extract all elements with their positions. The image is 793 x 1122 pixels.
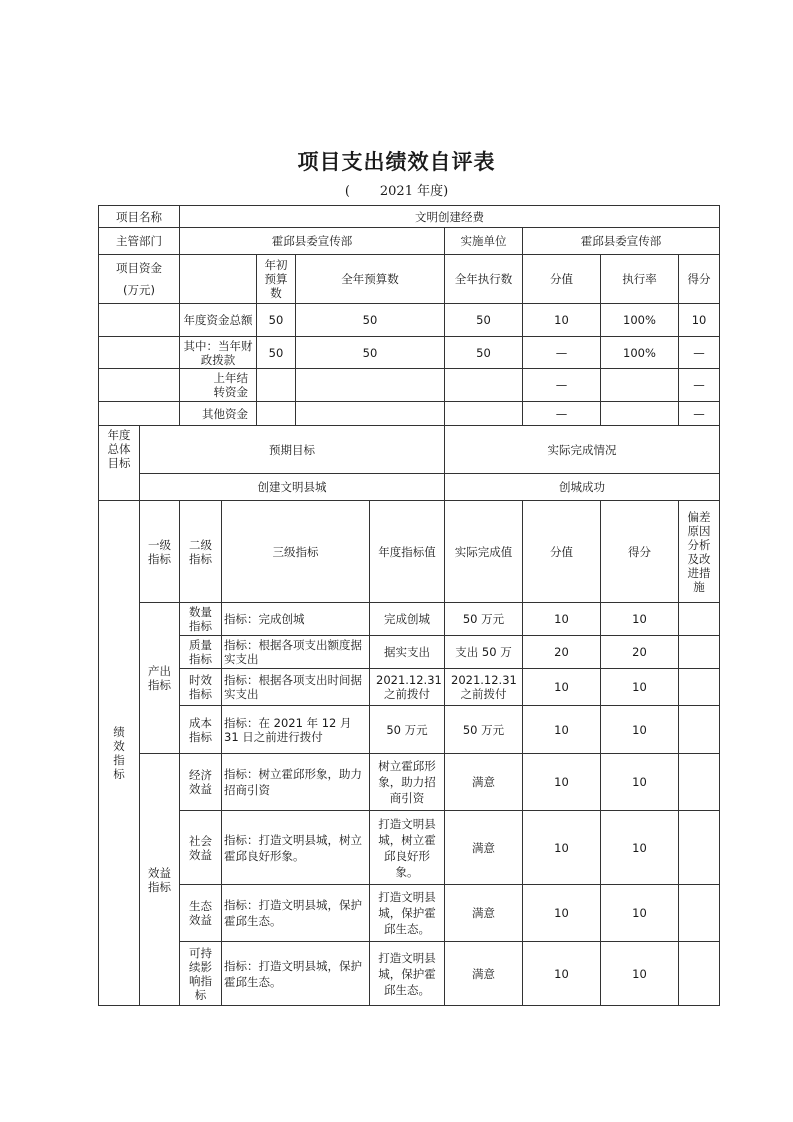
row-funds-header: [99, 255, 720, 304]
indicator-deviation: [679, 636, 720, 669]
indicator-score: 10: [601, 706, 679, 754]
indicator-actual: 满意: [445, 942, 523, 1006]
indicator-actual: 满意: [445, 885, 523, 942]
funds-row-rate: 100%: [601, 304, 679, 337]
indicator-level2: 经济效益: [180, 754, 222, 811]
funds-row-annual: 50: [296, 337, 445, 369]
goals-expected-header: 预期目标: [140, 426, 445, 474]
indicator-level3: 指标：打造文明县城，保护霍邱生态。: [222, 942, 370, 1006]
indicator-score: 10: [601, 942, 679, 1006]
funds-row-annual: [296, 369, 445, 402]
indicator-section-label: 绩效指标: [99, 501, 140, 1006]
indicator-score: 10: [601, 669, 679, 706]
indicator-actual: 2021.12.31之前拨付: [445, 669, 523, 706]
unit-value: 霍邱县委宣传部: [523, 228, 720, 255]
indicator-row: [99, 942, 720, 1006]
funds-row-score-value: —: [523, 369, 601, 402]
funds-row-annual: [296, 402, 445, 426]
indicator-level3: 指标：树立霍邱形象，助力招商引资: [222, 754, 370, 811]
indicator-deviation: [679, 754, 720, 811]
indicator-value: 10: [523, 669, 601, 706]
funds-row-score-value: —: [523, 402, 601, 426]
row-project-name: [99, 206, 720, 228]
funds-row-score: —: [679, 402, 720, 426]
indicator-value: 10: [523, 706, 601, 754]
indicator-target: 50 万元: [370, 706, 445, 754]
indicator-h-score: 得分: [601, 501, 679, 603]
funds-row-label: 年度资金总额: [180, 304, 257, 337]
funds-row-label: 其他资金: [180, 402, 257, 426]
indicator-target: 完成创城: [370, 603, 445, 636]
indicator-value: 10: [523, 754, 601, 811]
funds-row: [99, 369, 720, 402]
document-title: 项目支出绩效自评表: [297, 149, 496, 174]
indicator-deviation: [679, 811, 720, 885]
funds-row-initial: 50: [257, 337, 296, 369]
indicator-target: 打造文明县城，保护霍邱生态。: [370, 942, 445, 1006]
indicator-target: 据实支出: [370, 636, 445, 669]
benefit-indicator-label: 效益指标: [140, 754, 180, 1006]
indicator-row: [99, 706, 720, 754]
goals-label: 年度总体目标: [99, 426, 140, 501]
year-label: 2021 年度): [379, 184, 449, 199]
year-subtitle: [0, 180, 793, 199]
indicator-level2: 社会效益: [180, 811, 222, 885]
goals-actual-value: 创城成功: [445, 474, 720, 501]
indicator-target: 打造文明县城，树立霍邱良好形象。: [370, 811, 445, 885]
performance-table: [98, 205, 720, 1006]
funds-row-rate: 100%: [601, 337, 679, 369]
indicator-level3: 指标：根据各项支出时间据实支出: [222, 669, 370, 706]
funds-row-executed: [445, 402, 523, 426]
indicator-level2: 时效指标: [180, 669, 222, 706]
indicator-h-actual: 实际完成值: [445, 501, 523, 603]
indicator-level2: 可持续影响指标: [180, 942, 222, 1006]
col-annual-budget: 全年预算数: [296, 255, 445, 304]
indicator-level3: 指标：打造文明县城，保护霍邱生态。: [222, 885, 370, 942]
col-initial-budget: 年初预算数: [257, 255, 296, 304]
indicator-h-deviation: 偏差原因分析及改进措施: [679, 501, 720, 603]
funds-row-rate: [601, 369, 679, 402]
indicator-actual: 50 万元: [445, 603, 523, 636]
project-name-value: 文明创建经费: [180, 206, 720, 228]
indicator-level2: 成本指标: [180, 706, 222, 754]
funds-label-line2: (万元): [123, 283, 155, 297]
indicator-actual: 50 万元: [445, 706, 523, 754]
indicator-row: [99, 885, 720, 942]
funds-row: [99, 304, 720, 337]
indicator-row: [99, 636, 720, 669]
funds-blank: [180, 255, 257, 304]
funds-row-score: 10: [679, 304, 720, 337]
dept-label: 主管部门: [99, 228, 180, 255]
indicator-deviation: [679, 706, 720, 754]
indicator-value: 20: [523, 636, 601, 669]
indicator-row: [99, 603, 720, 636]
indicator-value: 10: [523, 603, 601, 636]
output-indicator-label: 产出指标: [140, 603, 180, 754]
funds-row-initial: [257, 402, 296, 426]
dept-value: 霍邱县委宣传部: [180, 228, 445, 255]
indicator-deviation: [679, 603, 720, 636]
indicator-level2: 生态效益: [180, 885, 222, 942]
indicator-row: [99, 754, 720, 811]
row-indicator-header: [99, 501, 720, 603]
funds-row-initial: 50: [257, 304, 296, 337]
indicator-target: 2021.12.31之前拨付: [370, 669, 445, 706]
indicator-h-level2: 二级指标: [180, 501, 222, 603]
funds-row-label: 上年结转资金: [180, 369, 257, 402]
col-executed: 全年执行数: [445, 255, 523, 304]
funds-row-executed: 50: [445, 337, 523, 369]
col-score-value: 分值: [523, 255, 601, 304]
indicator-actual: 满意: [445, 754, 523, 811]
col-score: 得分: [679, 255, 720, 304]
funds-row-rate: [601, 402, 679, 426]
indicator-value: 10: [523, 885, 601, 942]
indicator-level3: 指标：在 2021 年 12 月 31 日之前进行拨付: [222, 706, 370, 754]
funds-label-line1: 项目资金: [116, 261, 162, 275]
funds-row: [99, 337, 720, 369]
indicator-deviation: [679, 669, 720, 706]
goals-actual-header: 实际完成情况: [445, 426, 720, 474]
indicator-target: 打造文明县城，保护霍邱生态。: [370, 885, 445, 942]
funds-row-annual: 50: [296, 304, 445, 337]
funds-row-score-value: —: [523, 337, 601, 369]
indicator-level3: 指标：根据各项支出额度据实支出: [222, 636, 370, 669]
row-goals-value: [99, 474, 720, 501]
funds-row: [99, 402, 720, 426]
indicator-level2: 数量指标: [180, 603, 222, 636]
funds-row-label: 其中：当年财政拨款: [180, 337, 257, 369]
indicator-row: [99, 811, 720, 885]
indicator-score: 20: [601, 636, 679, 669]
indicator-level3: 指标：打造文明县城，树立霍邱良好形象。: [222, 811, 370, 885]
funds-row-executed: 50: [445, 304, 523, 337]
indicator-level2: 质量指标: [180, 636, 222, 669]
indicator-score: 10: [601, 754, 679, 811]
funds-row-initial: [257, 369, 296, 402]
funds-row-score-value: 10: [523, 304, 601, 337]
indicator-h-target: 年度指标值: [370, 501, 445, 603]
indicator-score: 10: [601, 603, 679, 636]
goals-expected-value: 创建文明县城: [140, 474, 445, 501]
col-exec-rate: 执行率: [601, 255, 679, 304]
indicator-h-level3: 三级指标: [222, 501, 370, 603]
indicator-value: 10: [523, 811, 601, 885]
funds-label: [99, 255, 180, 304]
indicator-deviation: [679, 885, 720, 942]
indicator-value: 10: [523, 942, 601, 1006]
funds-row-executed: [445, 369, 523, 402]
row-goals-header: [99, 426, 720, 474]
indicator-score: 10: [601, 885, 679, 942]
funds-row-score: —: [679, 369, 720, 402]
indicator-h-score-value: 分值: [523, 501, 601, 603]
indicator-h-level1: 一级指标: [140, 501, 180, 603]
indicator-target: 树立霍邱形象，助力招商引资: [370, 754, 445, 811]
indicator-row: [99, 669, 720, 706]
indicator-actual: 满意: [445, 811, 523, 885]
year-paren: (: [344, 184, 350, 199]
project-name-label: 项目名称: [99, 206, 180, 228]
funds-row-score: —: [679, 337, 720, 369]
indicator-actual: 支出 50 万: [445, 636, 523, 669]
indicator-deviation: [679, 942, 720, 1006]
indicator-level3: 指标：完成创城: [222, 603, 370, 636]
unit-label: 实施单位: [445, 228, 523, 255]
indicator-score: 10: [601, 811, 679, 885]
row-department: [99, 228, 720, 255]
